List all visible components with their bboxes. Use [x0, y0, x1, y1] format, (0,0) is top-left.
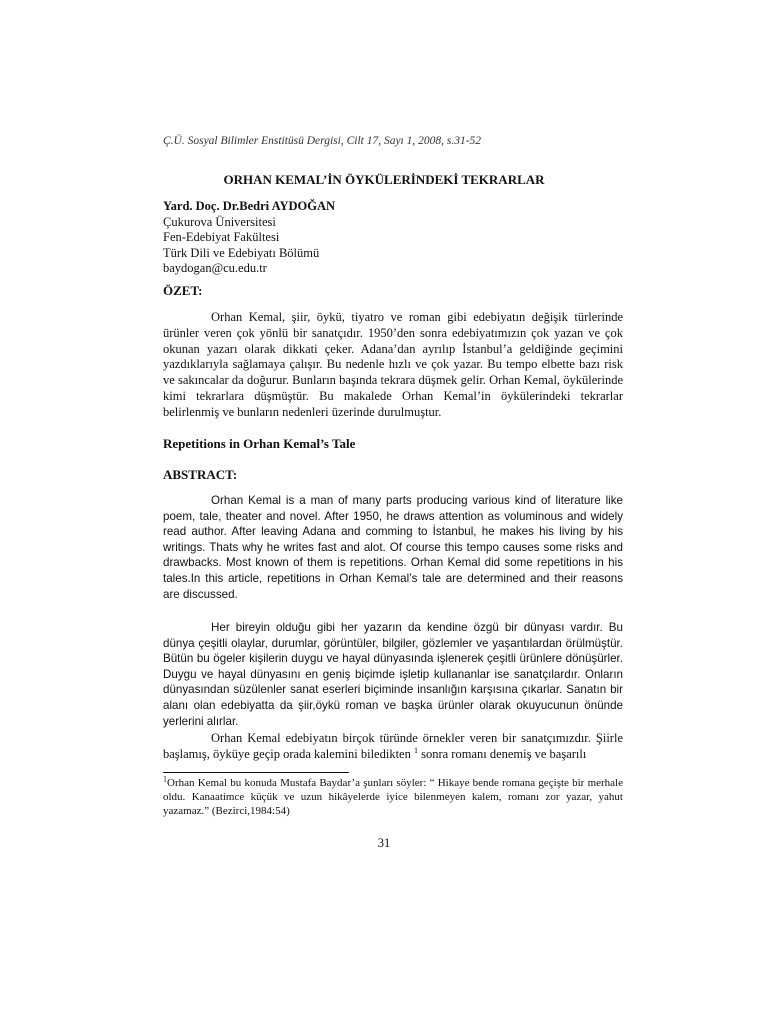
body-paragraph-1: Her bireyin olduğu gibi her yazarın da kendine özgü bir dünyası vardır. Bu dünya çeşitli olaylar, durumlar, görüntüler, bilgiler, gözlemler ve yaşantılardan örülmüştür. Bütün bu ögeler kişilerin duygu ve hayal dünyasında işlenerek çeşitli ürünlere dönüşürler. Duygu ve hayal dünyasını en geniş biçimde işletip kullananlar ise sanatçılardır. Onların dünyasından süzülenler sanat eserleri biçiminde insanlığın karşısına çıkarlar. Sanatın bir alanı olan edebiyatta da şiir,öykü roman ve başka ürünler olarak okuyucunun önünde yerlerini alırlar.: [163, 621, 623, 728]
page-number: 31: [377, 836, 391, 850]
author-email: baydogan@cu.edu.tr: [163, 261, 267, 276]
abstract-heading: ABSTRACT:: [163, 467, 238, 482]
ozet-heading: ÖZET:: [163, 283, 203, 298]
ozet-paragraph: Orhan Kemal, şiir, öykü, tiyatro ve roman gibi edebiyatın değişik türlerinde ürünler veren çok yönlü bir sanatçıdır. 1950’den sonra edebiyatımızın çok yazan ve çok okunan yazarı olarak dikkati çeker. Adana’dan ayrılıp İstanbul’a geldiğinde geçimini yazdıklarıyla sağlamaya çalışır. Bu nedenle hızlı ve çok yazar. Bu tempo elbette bazı risk ve sakıncalar da doğurur. Bunların başında tekrara düşmek gelir. Orhan Kemal, öykülerinde kimi tekrarlara düşmüştür. Bu makalede Orhan Kemal’in öykülerindeki tekrarlar belirlenmiş ve bunların nedenleri üzerinde durulmuştur.: [163, 310, 623, 419]
body-paragraph-2-continuation: sonra romanı denemiş ve başarılı: [417, 747, 587, 762]
footnote-reference: 1: [413, 746, 418, 756]
footnote-marker: 1: [163, 774, 167, 784]
body-paragraph-2-text: Orhan Kemal edebiyatın birçok türünde örnekler veren bir sanatçımızdır. Şiirle başlamış, öyküye geçip orada kalemini biledikten: [163, 731, 623, 762]
author-name: Yard. Doç. Dr.Bedri AYDOĞAN: [163, 199, 335, 213]
author-university: Çukurova Üniversitesi: [163, 214, 276, 229]
footnote: [163, 776, 623, 818]
author-faculty: Fen-Edebiyat Fakültesi: [163, 230, 280, 245]
author-block: [163, 199, 623, 277]
article-title: ORHAN KEMAL’İN ÖYKÜLERİNDEKİ TEKRARLAR: [223, 172, 545, 187]
body-paragraph-2: [163, 730, 623, 762]
journal-reference: Ç.Ü. Sosyal Bilimler Enstitüsü Dergisi, Cilt 17, Sayı 1, 2008, s.31-52: [163, 135, 482, 147]
abstract-paragraph: Orhan Kemal is a man of many parts producing various kind of literature like poem, tale, theater and novel. After 1950, he draws attention as voluminous and widely read author. After leaving Adana and comming to İstanbul, he makes his living by his writings. Thats why he writes fast and alot. Of course this tempo causes some risks and drawbacks. Most known of them is repetitions. Orhan Kemal did some repetitions in his tales.In this article, repetitions in Orhan Kemal’s tale are determined and their reasons are discussed.: [163, 494, 623, 601]
footnote-divider: [163, 772, 349, 773]
footnote-text: Orhan Kemal bu konuda Mustafa Baydar’a şunları söyler: “ Hikaye bende romana geçişte bir merhale oldu. Kanaatimce küçük ve uzun hikâyelerde iyice bilenmeyen kalem, romanı zor yazar, yahut yazamaz.” (Bezirci,1984:54): [163, 777, 623, 817]
author-department: Türk Dili ve Edebiyatı Bölümü: [163, 245, 320, 260]
english-title: Repetitions in Orhan Kemal’s Tale: [163, 436, 356, 451]
